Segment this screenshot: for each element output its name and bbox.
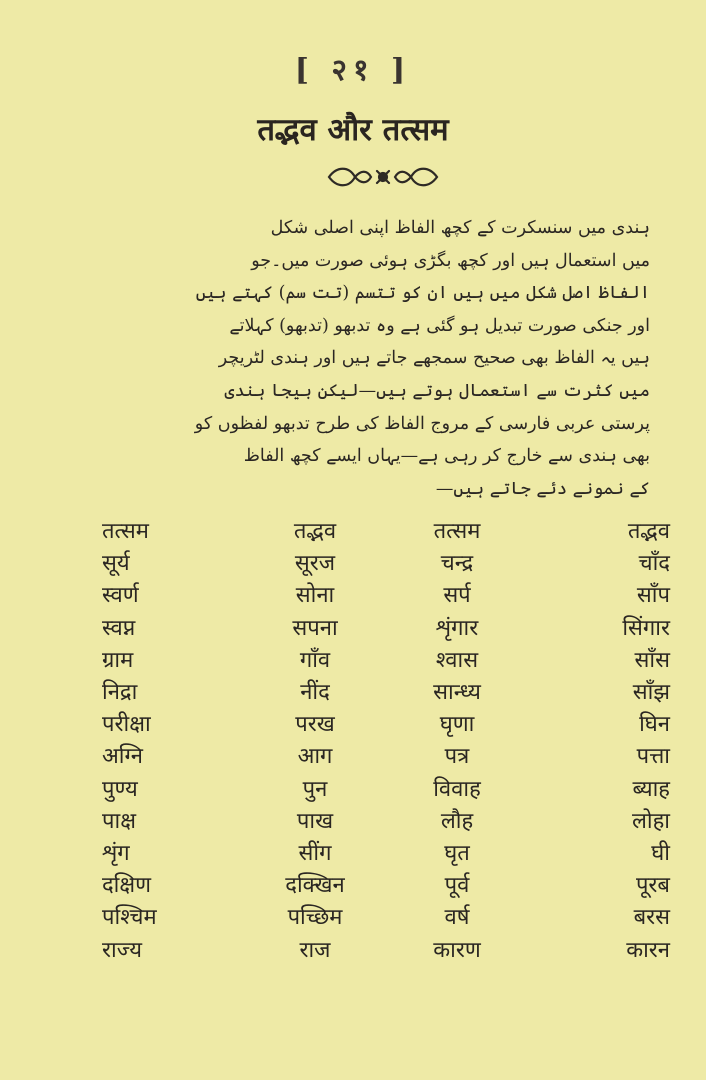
- table-cell: सर्प: [443, 583, 471, 609]
- table-cell: चन्द्र: [440, 551, 474, 577]
- table-header-row: [88, 514, 678, 546]
- table-cell: साँप: [636, 583, 670, 609]
- table-cell: सूरज: [294, 551, 336, 577]
- table-cell: निद्रा: [102, 680, 138, 706]
- paragraph-line: میں کثرت سے استعمال ہوتے ہیں—لیکن بیجا ہندی: [224, 380, 650, 401]
- table-cell: पाख: [296, 808, 334, 834]
- page-title: तद्भव और तत्सम: [257, 112, 449, 148]
- table-cell: सूर्य: [102, 551, 130, 577]
- table-cell: विवाह: [433, 776, 481, 802]
- table-row: [88, 611, 678, 643]
- table-cell: परीक्षा: [102, 712, 151, 738]
- word-table: [88, 514, 678, 965]
- table-cell: पुण्य: [102, 776, 138, 802]
- table-cell: घी: [651, 840, 670, 866]
- table-cell: श्वास: [435, 647, 479, 673]
- table-row: [88, 546, 678, 578]
- table-cell: सान्ध्य: [433, 680, 481, 706]
- table-cell: सींग: [298, 840, 332, 866]
- table-cell: घृणा: [439, 712, 475, 738]
- table-cell: पत्र: [444, 744, 470, 770]
- page-number: [ २१ ]: [294, 53, 412, 88]
- column-header: तत्सम: [102, 519, 149, 545]
- table-cell: गाँव: [299, 647, 331, 673]
- table-row: [88, 804, 678, 836]
- table-cell: बरस: [633, 905, 670, 931]
- table-cell: चाँद: [638, 551, 670, 577]
- table-cell: नींद: [300, 680, 330, 706]
- table-cell: स्वप्न: [102, 615, 136, 641]
- table-cell: स्वर्ण: [102, 583, 139, 609]
- table-cell: घिन: [639, 712, 670, 738]
- table-cell: राज्य: [102, 937, 143, 963]
- table-row: [88, 900, 678, 932]
- table-row: [88, 836, 678, 868]
- column-header: तत्सम: [433, 519, 481, 545]
- table-cell: वर्ष: [444, 905, 470, 931]
- table-cell: साँझ: [632, 680, 670, 706]
- table-cell: अग्नि: [102, 744, 143, 770]
- table-cell: ब्याह: [632, 776, 670, 802]
- table-row: [88, 643, 678, 675]
- table-cell: पूरब: [635, 873, 670, 899]
- paragraph-line: اور جنکی صورت تبدیل ہو گئی ہے وہ تدبھو (تدبھو) کہلاتے: [229, 315, 650, 336]
- paragraph-line: پرستی عربی فارسی کے مروج الفاظ کی طرح تدبھو لفظوں کو: [194, 413, 650, 434]
- table-cell: ग्राम: [102, 647, 134, 673]
- table-row: [88, 932, 678, 964]
- table-cell: सिंगार: [622, 615, 670, 641]
- paragraph-line: ہندی میں سنسکرت کے کچھ الفاظ اپنی اصلی شکل: [270, 218, 650, 238]
- ornament-icon: [323, 160, 443, 194]
- table-cell: पश्चिम: [102, 905, 157, 931]
- table-cell: आग: [297, 744, 333, 770]
- table-cell: परख: [295, 712, 335, 738]
- column-header: तद्भव: [627, 519, 670, 545]
- table-row: [88, 868, 678, 900]
- table-row: [88, 772, 678, 804]
- column-header: तद्भव: [293, 519, 337, 545]
- table-row: [88, 675, 678, 707]
- urdu-paragraph: [100, 212, 650, 505]
- table-cell: दक्खिन: [285, 873, 345, 899]
- table-cell: पाक्ष: [102, 808, 136, 834]
- table-cell: लौह: [440, 808, 474, 834]
- table-cell: घृत: [444, 840, 470, 866]
- table-cell: सोना: [295, 583, 335, 609]
- table-cell: सपना: [292, 615, 338, 641]
- table-cell: कारण: [433, 937, 481, 963]
- table-row: [88, 578, 678, 610]
- table-cell: पुन: [302, 776, 328, 802]
- table-cell: कारन: [626, 937, 670, 963]
- table-row: [88, 707, 678, 739]
- table-row: [88, 739, 678, 771]
- table-cell: शृंगार: [435, 615, 479, 641]
- table-cell: लोहा: [632, 808, 670, 834]
- table-cell: शृंग: [102, 840, 130, 866]
- table-cell: दक्षिण: [102, 873, 152, 899]
- paragraph-line: کے نمونے دئے جاتے ہیں—: [435, 478, 650, 499]
- paragraph-line: میں استعمال ہیں اور کچھ بگڑی ہوئی صورت میں۔جو: [251, 250, 650, 271]
- table-cell: राज: [299, 937, 331, 963]
- table-cell: पच्छिम: [287, 905, 343, 931]
- paragraph-line: الفاظ اصل شکل میں ہیں ان کو تتسم (تت سم) کہتے ہیں: [195, 283, 650, 304]
- table-cell: साँस: [634, 647, 670, 673]
- table-cell: पूर्व: [444, 873, 470, 899]
- table-cell: पत्ता: [636, 744, 670, 770]
- paragraph-line: ہیں یہ الفاظ بھی صحیح سمجھے جاتے ہیں اور ہندی لٹریچر: [218, 348, 650, 369]
- paragraph-line: بھی ہندی سے خارج کر رہی ہے—یہاں ایسے کچھ الفاظ: [243, 446, 650, 467]
